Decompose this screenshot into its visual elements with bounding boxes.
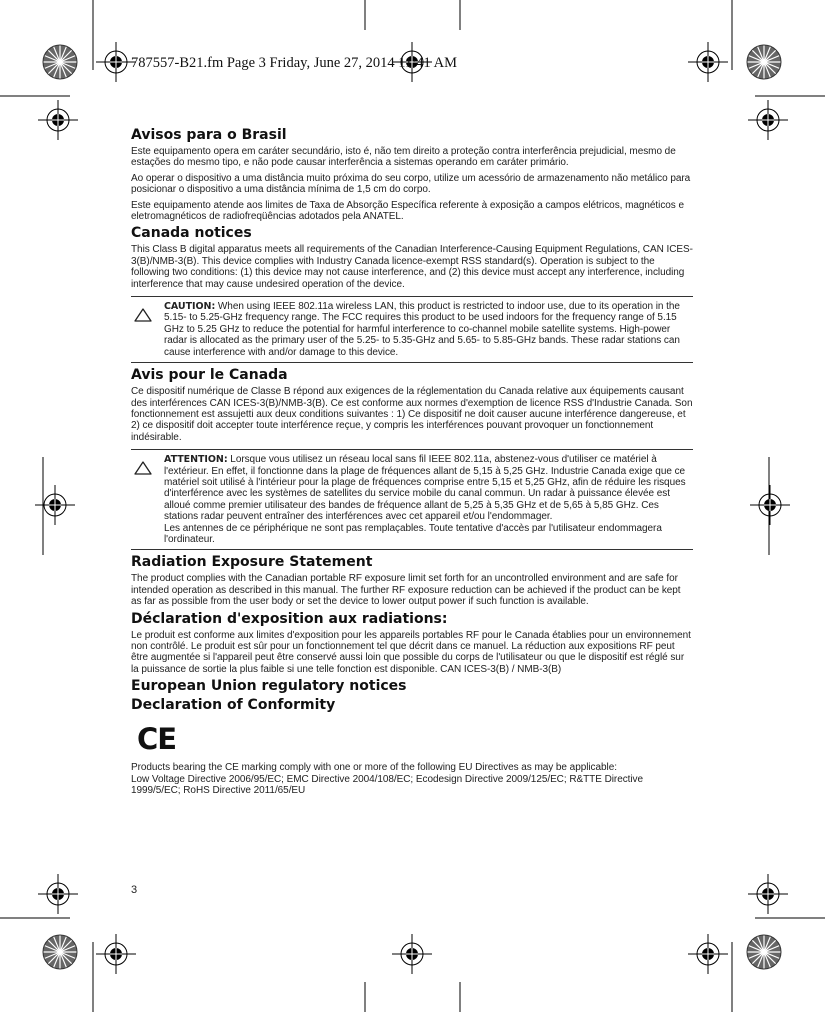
paragraph: Ao operar o dispositivo a uma distância muito próxima do seu corpo, utilize um acessório de armazenamento não metálico para posicionar o dispositivo a uma distância mínima de 1,5 cm do corpo.: [131, 172, 691, 196]
caution-text: When using IEEE 802.11a wireless LAN, this product is restricted to indoor use, due to its operation in the 5.15- to 5.25-GHz frequency range. The FCC requires this product to be used indoors for the frequency range of 5.15 GHz to 5.25 GHz to reduce the potential for harmful interference to co-channel mobile satellite systems. High-power radar is allocated as the primary user of the 5.25- to 5.35-GHz and 5.65- to 5.85-GHz bands. These radar stations can cause interference with and/or damage to this device.: [164, 301, 680, 358]
attention-label: ATTENTION:: [164, 454, 228, 466]
attention-text: Lorsque vous utilisez un réseau local sans fil IEEE 802.11a, abstenez-vous d'utiliser ce matériel à l'extérieur. En effet, il fonctionne dans la plage de fréquences allant de 5,15 à 5,25 GHz. Industrie Canada exige que ce matériel soit utilisé à l'intérieur pour la plage de fréquences comprise entre 5,15 et 5,25 GHz, afin de réduire les risques d'interférence avec les systèmes de satellites du service mobile du canal commun. Un radar à puissance élevée est alloué comme premier utilisateur des bandes de fréquence allant de 5,25 à 5,35 GHz et de 5,65 à 5,85 GHz. Ces stations radar peuvent entraîner des interférences avec cet appareil et/ou l'endommager.: [164, 454, 686, 523]
crosshair-icon: [750, 485, 790, 525]
crosshair-icon: [688, 42, 728, 82]
crosshair-icon: [38, 874, 78, 914]
starburst-icon: [747, 935, 781, 969]
attention-text-2: Les antennes de ce périphérique ne sont pas remplaçables. Toute tentative d'accès par l'utilisateur endommagera l'ordinateur.: [164, 522, 662, 545]
warning-triangle-icon: [134, 461, 152, 475]
paragraph: The product complies with the Canadian portable RF exposure limit set forth for an uncontrolled environment and are safe for intended operation as described in this manual. The further RF exposure reduction can be achieved if the product can be kept as far as possible from the user body or set the device to lower output power if such function is available.: [131, 573, 681, 608]
attention-notice: [131, 449, 693, 550]
caution-notice: [131, 296, 693, 363]
crosshair-icon: [96, 42, 136, 82]
crosshair-icon: [392, 934, 432, 974]
paragraph: Le produit est conforme aux limites d'exposition pour les appareils portables RF pour le Canada établies pour un environnement non contrôlé. Le produit est sûr pour un fonctionnement tel que décrit dans ce manuel. La réduction aux expositions RF peut être augmentée si l'appareil peut être conservé aussi loin que possible du corps de l'utilisateur ou que le dispositif est réglé sur la puissance de sortie la plus faible si une telle fonction est disponible. CAN ICES-3(B) / NMB-3(B): [131, 629, 691, 675]
page-number: 3: [131, 884, 138, 896]
crosshair-icon: [38, 100, 78, 140]
paragraph: Este equipamento opera em caráter secundário, isto é, não tem direito a proteção contra interferência prejudicial, mesmo de estações do mesmo tipo, e não pode causar interferência a sistemas operando em caráter primário.: [131, 146, 676, 169]
section-title-avis: Avis pour le Canada: [131, 367, 288, 384]
paragraph: Este equipamento atende aos limites de Taxa de Absorção Específica referente à exposição a campos elétricos, magnéticos e eletromagnéticos de radiofreqüências adotados pela ANATEL.: [131, 199, 684, 223]
section-title-radiation: Radiation Exposure Statement: [131, 554, 373, 571]
crosshair-icon: [96, 934, 136, 974]
crosshair-icon: [748, 100, 788, 140]
warning-triangle-icon: [134, 308, 152, 322]
ce-mark-logo: CE: [137, 722, 177, 757]
crosshair-icon: [748, 874, 788, 914]
paragraph: This Class B digital apparatus meets all requirements of the Canadian Interference-Causing Equipment Regulations, CAN ICES-3(B)/NMB-3(B). This device complies with Industry Canada licence-exempt RSS standard(s). Operation is subject to the following two conditions: (1) this device may not cause interference, and (2) this device must accept any interference, including interference that may cause undesired operation of the device.: [131, 244, 693, 290]
starburst-icon: [43, 935, 77, 969]
caution-label: CAUTION:: [164, 301, 216, 313]
crosshair-icon: [688, 934, 728, 974]
paragraph: Ce dispositif numérique de Classe B répond aux exigences de la réglementation du Canada relative aux équipements causant des interférences CAN ICES-3(B)/NMB-3(B). Ce est conforme aux normes d'exemption de licence RSS d'Industrie Canada. Son fonctionnement est assujetti aux deux conditions suivantes : 1) Ce dispositif ne doit causer aucune interférence dangereuse, et 2) ce dispositif doit accepter toute interférence reçue, y compris les interférences pouvant provoquer un fonctionnement indésirable.: [131, 386, 693, 443]
paragraph: Low Voltage Directive 2006/95/EC; EMC Directive 2004/108/EC; Ecodesign Directive 2009/125/EC; R&TTE Directive 1999/5/EC; RoHS Directive 2011/65/EU: [131, 773, 644, 797]
crosshair-icon: [35, 485, 75, 525]
starburst-icon: [747, 45, 781, 79]
document-body: [131, 127, 693, 796]
section-subtitle-declaration-of-conformity: Declaration of Conformity: [131, 697, 336, 714]
starburst-icon: [43, 45, 77, 79]
section-title-declaration: Déclaration d'exposition aux radiations:: [131, 610, 448, 627]
paragraph: Products bearing the CE marking comply with one or more of the following EU Directives as may be applicable:: [131, 762, 617, 774]
section-title-canada: Canada notices: [131, 225, 252, 242]
file-stamp: 787557-B21.fm Page 3 Friday, June 27, 2014 11:41 AM: [131, 55, 457, 71]
section-title-eu: European Union regulatory notices: [131, 678, 407, 695]
section-title-brasil: Avisos para o Brasil: [131, 127, 287, 143]
